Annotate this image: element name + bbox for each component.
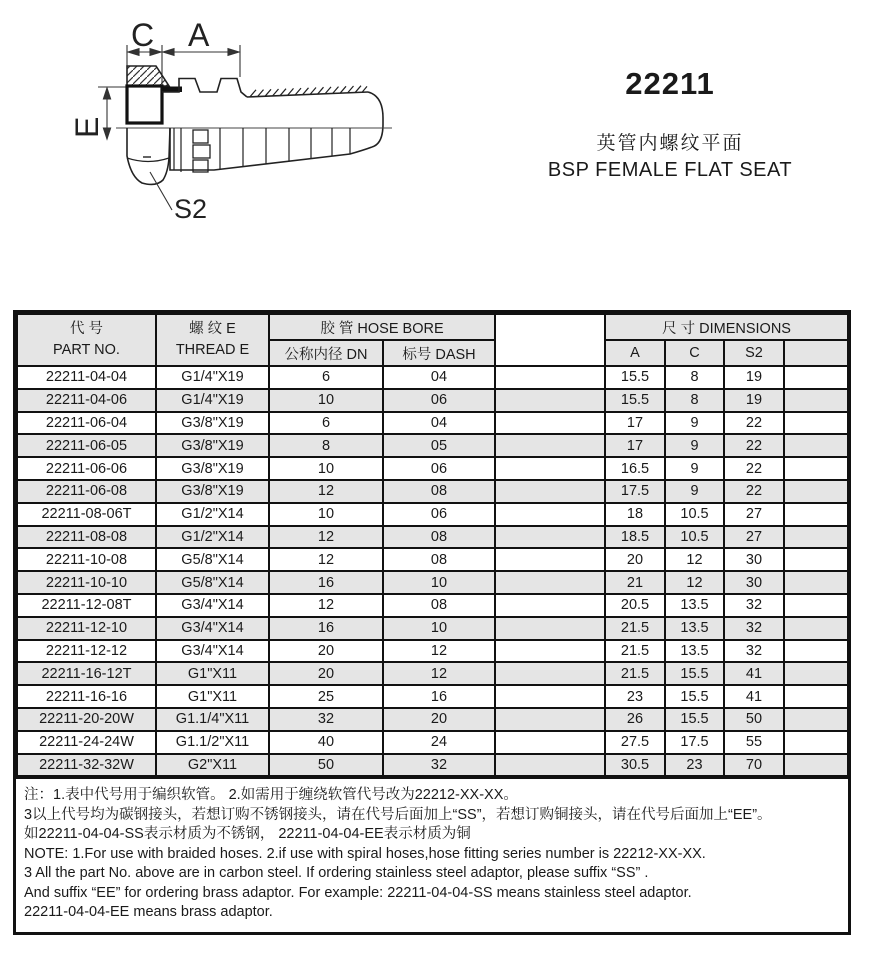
header-blank-column (495, 314, 605, 366)
cell-thread-e: G3/8"X19 (156, 480, 269, 503)
cell-dim-c: 13.5 (665, 640, 724, 663)
cell-dn: 8 (269, 434, 383, 457)
table-row (17, 434, 848, 457)
table-row (17, 617, 848, 640)
cell-dim-s2: 22 (724, 412, 784, 435)
cell-thread-e: G1.1/2"X11 (156, 731, 269, 754)
cell-dim-c: 9 (665, 480, 724, 503)
cell-dim-a: 21 (605, 571, 665, 594)
cell-blank (495, 412, 605, 435)
product-code: 22211 (625, 66, 715, 101)
cell-dim-a: 15.5 (605, 366, 665, 389)
cell-thread-e: G1/4"X19 (156, 389, 269, 412)
cell-dim-a: 20.5 (605, 594, 665, 617)
cell-dim-s2: 50 (724, 708, 784, 731)
header-s2: S2 (724, 340, 784, 366)
note-line-6: And suffix “EE” for ordering brass adaptor. For example: 22211-04-04-SS means stainless steel adaptor. (24, 884, 692, 901)
dim-label-a: A (188, 17, 210, 53)
table-body (17, 366, 848, 776)
cell-thread-e: G1/4"X19 (156, 366, 269, 389)
table-row (17, 708, 848, 731)
cell-dash: 08 (383, 526, 495, 549)
header-part-no (17, 314, 156, 366)
header-hose-bore: 胶 管 HOSE BORE (269, 314, 495, 340)
table-row (17, 640, 848, 663)
header-part-no-cn: 代 号 (69, 320, 104, 337)
cell-dim-s2: 30 (724, 571, 784, 594)
cell-thread-e: G2"X11 (156, 754, 269, 777)
note-line-5: 3 All the part No. above are in carbon steel. If ordering stainless steel adaptor, please suffix “SS” . (24, 865, 649, 882)
cell-blank (495, 366, 605, 389)
cell-thread-e: G5/8"X14 (156, 571, 269, 594)
cell-blank (495, 708, 605, 731)
table-row (17, 526, 848, 549)
cell-dash: 04 (383, 366, 495, 389)
cell-dim-c: 10.5 (665, 526, 724, 549)
header-thread-en: THREAD E (175, 342, 250, 358)
dim-label-s2: S2 (174, 194, 208, 224)
cell-dim-s2: 22 (724, 434, 784, 457)
cell-thread-e: G3/8"X19 (156, 412, 269, 435)
header-a: A (605, 340, 665, 366)
cell-thread-e: G1.1/4"X11 (156, 708, 269, 731)
table-row (17, 571, 848, 594)
cell-dim-blank (784, 389, 848, 412)
notes-section (16, 777, 848, 932)
table-row (17, 366, 848, 389)
cell-dim-c: 9 (665, 457, 724, 480)
cell-dim-blank (784, 503, 848, 526)
cell-dim-a: 16.5 (605, 457, 665, 480)
dim-label-e: E (69, 116, 105, 138)
table-row (17, 480, 848, 503)
cell-dash: 24 (383, 731, 495, 754)
cell-dn: 12 (269, 480, 383, 503)
cell-blank (495, 480, 605, 503)
cell-part-no: 22211-20-20W (17, 708, 156, 731)
cell-dim-blank (784, 662, 848, 685)
cell-dim-s2: 27 (724, 526, 784, 549)
cell-dim-s2: 22 (724, 457, 784, 480)
technical-drawing (0, 0, 450, 270)
table-row (17, 754, 848, 777)
cell-thread-e: G5/8"X14 (156, 548, 269, 571)
header-c: C (665, 340, 724, 366)
cell-dim-blank (784, 571, 848, 594)
cell-thread-e: G3/8"X19 (156, 457, 269, 480)
cell-dim-c: 15.5 (665, 685, 724, 708)
note-line-2: 3以上代号均为碳钢接头，若想订购不锈钢接头，请在代号后面加上“SS”，若想订购铜接头，请在代号后面加上“EE”。 (24, 806, 772, 823)
cell-part-no: 22211-06-04 (17, 412, 156, 435)
cell-part-no: 22211-16-16 (17, 685, 156, 708)
fitting-bottom-view (127, 128, 372, 184)
table-row (17, 389, 848, 412)
cell-blank (495, 754, 605, 777)
cell-dim-blank (784, 685, 848, 708)
cell-dim-s2: 19 (724, 366, 784, 389)
title-block (520, 66, 820, 182)
cell-part-no: 22211-12-08T (17, 594, 156, 617)
cell-part-no: 22211-08-08 (17, 526, 156, 549)
cell-dash: 08 (383, 548, 495, 571)
header-dim-blank (784, 340, 848, 366)
dim-label-c: C (131, 17, 155, 53)
cell-part-no: 22211-12-12 (17, 640, 156, 663)
cell-dim-c: 23 (665, 754, 724, 777)
cell-dim-blank (784, 457, 848, 480)
cell-thread-e: G3/4"X14 (156, 594, 269, 617)
cell-dash: 10 (383, 571, 495, 594)
cell-blank (495, 617, 605, 640)
cell-part-no: 22211-06-05 (17, 434, 156, 457)
cell-dim-s2: 41 (724, 662, 784, 685)
table-row (17, 731, 848, 754)
cell-thread-e: G1/2"X14 (156, 526, 269, 549)
header-dn: 公称内径 DN (269, 340, 383, 366)
cell-dn: 40 (269, 731, 383, 754)
cell-dn: 10 (269, 503, 383, 526)
cell-dn: 12 (269, 594, 383, 617)
cell-dim-c: 8 (665, 389, 724, 412)
cell-dim-s2: 55 (724, 731, 784, 754)
cell-thread-e: G3/4"X14 (156, 640, 269, 663)
cell-dim-s2: 32 (724, 640, 784, 663)
cell-dash: 08 (383, 594, 495, 617)
s2-leader-line (150, 172, 172, 210)
cell-part-no: 22211-08-06T (17, 503, 156, 526)
header-dimensions: 尺 寸 DIMENSIONS (605, 314, 848, 340)
cell-dim-blank (784, 366, 848, 389)
cell-dim-a: 17.5 (605, 480, 665, 503)
cell-dn: 20 (269, 640, 383, 663)
cell-dash: 32 (383, 754, 495, 777)
cell-blank (495, 503, 605, 526)
cell-dim-blank (784, 731, 848, 754)
header-dash: 标号 DASH (383, 340, 495, 366)
cell-part-no: 22211-16-12T (17, 662, 156, 685)
cell-dn: 12 (269, 548, 383, 571)
cell-dim-a: 23 (605, 685, 665, 708)
cell-part-no: 22211-06-08 (17, 480, 156, 503)
cell-dn: 12 (269, 526, 383, 549)
cell-dim-blank (784, 617, 848, 640)
cell-dim-c: 8 (665, 366, 724, 389)
spec-table (16, 313, 849, 777)
cell-thread-e: G3/8"X19 (156, 434, 269, 457)
cell-dash: 04 (383, 412, 495, 435)
header-thread (156, 314, 269, 366)
cell-dash: 20 (383, 708, 495, 731)
cell-dim-s2: 19 (724, 389, 784, 412)
cell-dim-s2: 22 (724, 480, 784, 503)
fitting-top-section (127, 66, 383, 147)
table-row (17, 412, 848, 435)
cell-dim-a: 17 (605, 412, 665, 435)
cell-dn: 25 (269, 685, 383, 708)
cell-dn: 50 (269, 754, 383, 777)
cell-dim-a: 15.5 (605, 389, 665, 412)
cell-dim-c: 15.5 (665, 708, 724, 731)
product-title-chinese: 英管内螺纹平面 (596, 133, 744, 154)
cell-dim-c: 13.5 (665, 617, 724, 640)
cell-dn: 32 (269, 708, 383, 731)
cell-dim-c: 12 (665, 571, 724, 594)
cell-dash: 06 (383, 389, 495, 412)
note-line-3: 如22211-04-04-SS表示材质为不锈钢， 22211-04-04-EE表示材质为铜 (24, 826, 471, 843)
cell-dim-s2: 41 (724, 685, 784, 708)
cell-dn: 6 (269, 366, 383, 389)
note-line-1: 注：1.表中代号用于编织软管。 2.如需用于缠绕软管代号改为22212-XX-XX。 (24, 787, 518, 804)
cell-dim-a: 30.5 (605, 754, 665, 777)
cell-dn: 16 (269, 571, 383, 594)
cell-blank (495, 731, 605, 754)
cell-dim-s2: 27 (724, 503, 784, 526)
cell-part-no: 22211-04-06 (17, 389, 156, 412)
header-thread-cn: 螺 纹 E (189, 320, 236, 337)
cell-dim-s2: 30 (724, 548, 784, 571)
header-part-no-en: PART NO. (53, 342, 120, 358)
cell-dash: 08 (383, 480, 495, 503)
table-row (17, 594, 848, 617)
cell-dim-blank (784, 480, 848, 503)
cell-dash: 06 (383, 503, 495, 526)
cell-part-no: 22211-06-06 (17, 457, 156, 480)
cell-thread-e: G1"X11 (156, 685, 269, 708)
cell-dim-c: 9 (665, 434, 724, 457)
cell-dim-c: 17.5 (665, 731, 724, 754)
cell-dim-blank (784, 754, 848, 777)
cell-thread-e: G1/2"X14 (156, 503, 269, 526)
cell-dim-a: 20 (605, 548, 665, 571)
cell-blank (495, 685, 605, 708)
cell-blank (495, 662, 605, 685)
cell-dim-blank (784, 640, 848, 663)
cell-dim-blank (784, 412, 848, 435)
cell-blank (495, 457, 605, 480)
cell-blank (495, 594, 605, 617)
cell-dash: 10 (383, 617, 495, 640)
cell-dim-blank (784, 434, 848, 457)
cell-dim-s2: 32 (724, 594, 784, 617)
cell-dash: 12 (383, 662, 495, 685)
cell-dash: 06 (383, 457, 495, 480)
cell-dim-blank (784, 594, 848, 617)
cell-dn: 16 (269, 617, 383, 640)
cell-dim-s2: 70 (724, 754, 784, 777)
product-title-english: BSP FEMALE FLAT SEAT (547, 159, 793, 181)
cell-thread-e: G1"X11 (156, 662, 269, 685)
cell-dim-c: 12 (665, 548, 724, 571)
cell-blank (495, 640, 605, 663)
cell-part-no: 22211-04-04 (17, 366, 156, 389)
table-row (17, 662, 848, 685)
cell-dim-c: 10.5 (665, 503, 724, 526)
cell-blank (495, 434, 605, 457)
cell-blank (495, 548, 605, 571)
cell-dash: 16 (383, 685, 495, 708)
cell-dash: 12 (383, 640, 495, 663)
cell-dn: 20 (269, 662, 383, 685)
table-row (17, 457, 848, 480)
cell-part-no: 22211-32-32W (17, 754, 156, 777)
note-line-7: 22211-04-04-EE means brass adaptor. (24, 904, 273, 921)
cell-dim-s2: 32 (724, 617, 784, 640)
cell-dim-a: 18 (605, 503, 665, 526)
cell-blank (495, 389, 605, 412)
cell-dim-blank (784, 548, 848, 571)
cell-dim-a: 18.5 (605, 526, 665, 549)
cell-thread-e: G3/4"X14 (156, 617, 269, 640)
cell-dim-a: 17 (605, 434, 665, 457)
cell-dim-c: 15.5 (665, 662, 724, 685)
spec-table-wrap (13, 310, 851, 935)
cell-dn: 6 (269, 412, 383, 435)
table-header (17, 314, 848, 366)
cell-dim-a: 26 (605, 708, 665, 731)
cell-part-no: 22211-24-24W (17, 731, 156, 754)
table-row (17, 685, 848, 708)
cell-part-no: 22211-12-10 (17, 617, 156, 640)
cell-blank (495, 526, 605, 549)
cell-dn: 10 (269, 389, 383, 412)
cell-dim-blank (784, 708, 848, 731)
table-row (17, 503, 848, 526)
cell-dim-a: 21.5 (605, 662, 665, 685)
cell-dim-a: 21.5 (605, 617, 665, 640)
cell-dash: 05 (383, 434, 495, 457)
cell-part-no: 22211-10-10 (17, 571, 156, 594)
cell-dim-c: 13.5 (665, 594, 724, 617)
cell-dim-c: 9 (665, 412, 724, 435)
cell-dim-a: 27.5 (605, 731, 665, 754)
cell-part-no: 22211-10-08 (17, 548, 156, 571)
cell-dn: 10 (269, 457, 383, 480)
table-row (17, 548, 848, 571)
cell-dim-a: 21.5 (605, 640, 665, 663)
note-line-4: NOTE: 1.For use with braided hoses. 2.if use with spiral hoses,hose fitting series number is 22212-XX-XX. (24, 845, 706, 862)
cell-dim-blank (784, 526, 848, 549)
cell-blank (495, 571, 605, 594)
